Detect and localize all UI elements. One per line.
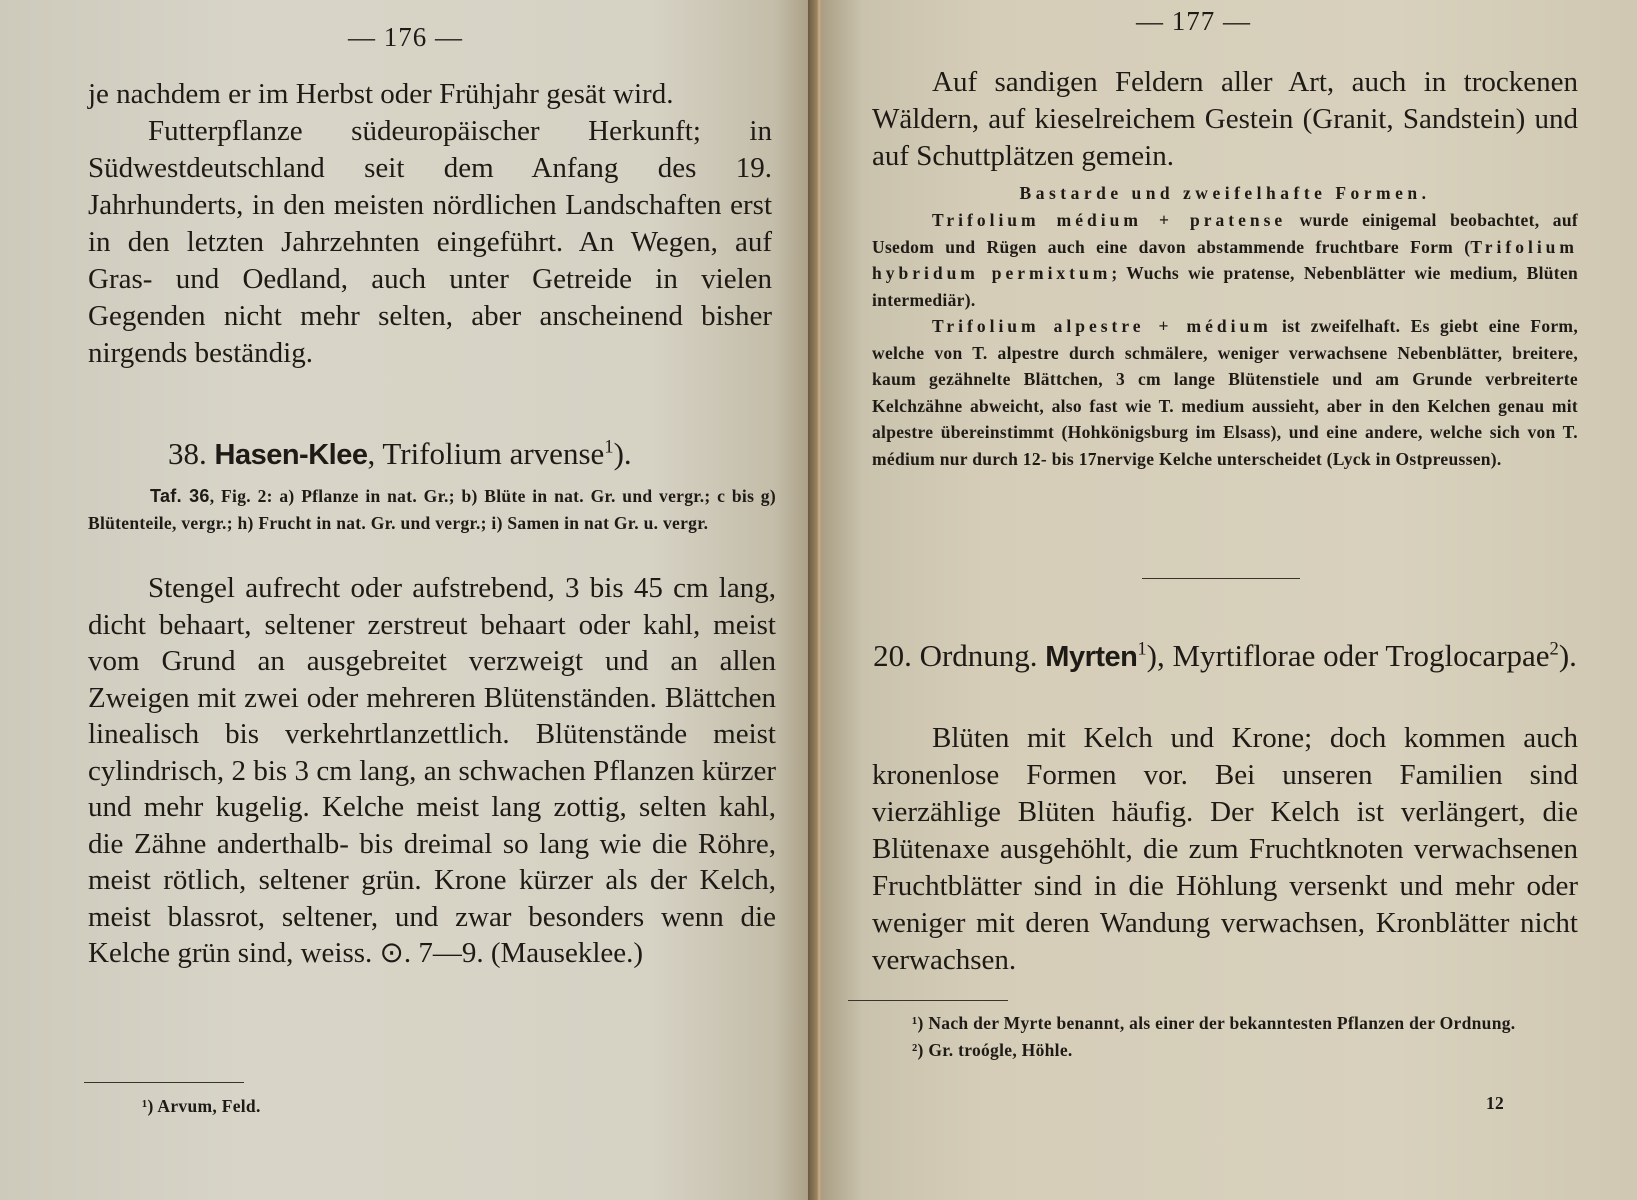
page-number: — 176 — [348,22,463,52]
hybrid-form-name: Trifolium hybridum permixtum [872,236,1578,283]
species-number: 38. [168,436,207,471]
heading-closing: ). [1558,638,1577,673]
paragraph: je nachdem er im Herbst oder Frühjahr gesät wird. [88,78,674,110]
footnote: ¹) Nach der Myrte benannt, als einer der bekanntesten Pflanzen der Ordnung. [912,1013,1516,1033]
hybrid-name: Trifolium médium + pratense [932,210,1287,230]
plate-reference [88,483,776,536]
order-name: Myrten [1045,641,1138,673]
continuation-text [88,76,772,372]
footnote: ¹) Arvum, Feld. [142,1096,261,1116]
signature-mark: 12 [1486,1093,1505,1113]
bastard-heading: Bastarde und zweifelhafte Formen. [1019,183,1431,203]
bastard-notes [872,207,1578,472]
heading-closing: ). [613,436,632,471]
hybrid-text: wurde einigemal beobachtet, auf Usedom und Rügen auch eine davon abstammende fruchtbare Form ( [872,210,1578,257]
footnote: ²) Gr. troógle, Höhle. [912,1039,1073,1060]
habitat-text [872,64,1578,175]
species-heading [168,434,788,475]
paragraph: Futterpflanze südeuropäischer Herkunft; in Südwestdeutschland seit dem Anfang des 19. Jahrhunderts, in den meisten nördlichen Landschaften erst in den letzten Jahrzehnten eingeführt. An Wegen, auf Gras- und Oedland, auch unter Getreide in vielen Gegenden nicht mehr selten, aber anscheinend bisher nirgends beständig. [88,115,772,369]
section-divider [1142,578,1300,579]
paragraph: Auf sandigen Feldern aller Art, auch in trockenen Wäldern, auf kieselreichem Gestein (Granit, Sandstein) und auf Schuttplätzen gemein. [872,66,1578,172]
plate-paragraph [88,483,776,536]
plate-label: Taf. 36 [150,486,210,506]
bastard-paragraph [872,207,1578,313]
left-page [0,0,815,1200]
hybrid-form-text: ; Wuchs wie pratense, Nebenblätter wie medium, Blüten intermediär). [872,263,1578,310]
order-heading [872,636,1578,677]
plate-text: , Fig. 2: a) Pflanze in nat. Gr.; b) Blüte in nat. Gr. und vergr.; c bis g) Blütenteile, vergr.; h) Frucht in nat. Gr. und vergr.; i) Samen in nat Gr. u. vergr. [88,486,776,533]
order-prefix: 20. Ordnung. [873,638,1038,673]
footnotes [872,1010,1578,1063]
order-latin: ), Myrtiflorae oder Troglocarpae [1146,638,1550,673]
footnote-divider [84,1082,244,1083]
footnote-ref: 1 [1137,638,1147,660]
paragraph: Stengel aufrecht oder aufstrebend, 3 bis 45 cm lang, dicht behaart, seltener zerstreut behaart oder kahl, meist vom Grund an ausgebreitet verzweigt und an allen Zweigen mit zwei oder mehreren Blütenständen. Blättchen linealisch bis verkehrtlanzettlich. Blütenstände meist cylindrisch, 2 bis 3 cm lang, an schwachen Pflanzen kürzer und mehr kugelig. Kelche meist lang zottig, selten kahl, die Zähne anderthalb- bis dreimal so lang wie die Röhre, meist rötlich, seltener grün. Krone kürzer als der Kelch, meist blassrot, seltener, und zwar besonders wenn die Kelche grün sind, weiss. ⊙. 7—9. (Mauseklee.) [88,572,776,969]
species-description [88,570,776,972]
footnote-divider [848,1000,1008,1001]
footnote-ref: 1 [604,436,614,458]
order-description [872,720,1578,979]
hybrid-text: ist zweifelhaft. Es giebt eine Form, welche von T. alpestre durch schmälere, weniger verwachsene Nebenblätter, breitere, kaum gezähnelte Blättchen, 3 cm lange Blütenstiele und am Grunde verbreiterte Kelchzähne abweicht, also fast wie T. medium aussieht, aber in den Kelchen genau mit alpestre übereinstimmt (Hohkönigsburg im Elsass), und eine andere, welche sich von T. médium nur durch 12- bis 17nervige Kelche unterscheidet (Lyck in Ostpreussen). [872,316,1578,469]
footnote-ref: 2 [1549,638,1559,660]
bastard-paragraph [872,313,1578,472]
paragraph: Blüten mit Kelch und Krone; doch kommen auch kronenlose Formen vor. Bei unseren Familien sind vierzählige Blüten häufig. Der Kelch ist verlängert, die Blütenaxe ausgehöhlt, die zum Fruchtknoten verwachsenen Fruchtblätter sind in die Höhlung versenkt und mehr oder weniger mit deren Wandung verwachsen, Kronblätter nicht verwachsen. [872,722,1578,976]
page-number: — 177 — [1136,6,1251,36]
species-common-name: Hasen-Klee [214,439,368,471]
species-latin-name: , Trifolium arvense [367,436,605,471]
right-page [822,0,1637,1200]
hybrid-name: Trifolium alpestre + médium [932,316,1272,336]
